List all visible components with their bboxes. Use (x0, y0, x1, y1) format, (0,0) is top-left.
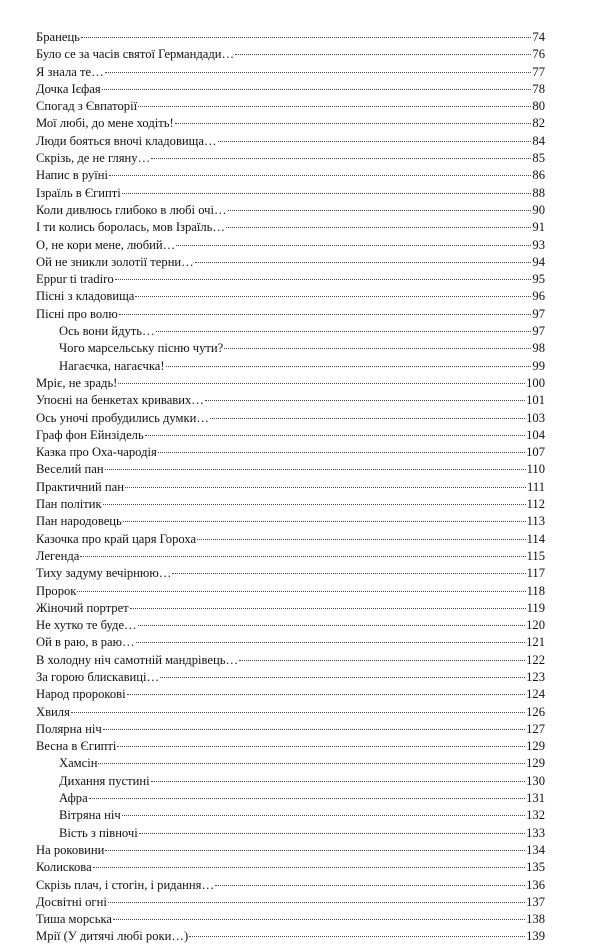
toc-subentry (36, 755, 545, 772)
toc-entry (36, 513, 545, 530)
toc-entry (36, 686, 545, 703)
dot-leader (215, 885, 525, 886)
dot-leader (89, 798, 525, 799)
toc-entry (36, 64, 545, 81)
toc-subentry (36, 807, 545, 824)
toc-entry-page-number: 74 (532, 30, 545, 44)
toc-entry-title: Ой не зникли золотії терни… (36, 254, 194, 269)
toc-entry-page-number: 86 (532, 168, 545, 183)
toc-entry-page-number: 80 (532, 99, 545, 114)
dot-leader (117, 746, 525, 747)
dot-leader (175, 123, 532, 124)
dot-leader (166, 366, 532, 367)
toc-entry (36, 461, 545, 478)
toc-entry-title: Напис в руїні (36, 168, 108, 183)
toc-entry-title: Хамсін (59, 756, 98, 771)
toc-entry-title: Полярна ніч (36, 721, 102, 736)
dot-leader (125, 487, 526, 488)
toc-entry-title: Я знала те… (36, 64, 104, 79)
toc-entry-title: Легенда (36, 548, 80, 563)
toc-entry (36, 617, 545, 634)
toc-entry-page-number: 123 (526, 669, 545, 684)
dot-leader (105, 850, 525, 851)
toc-entry-page-number: 88 (532, 185, 545, 200)
toc-entry-title: Eppur ti tradiro (36, 272, 114, 287)
toc-entry-page-number: 90 (532, 202, 545, 217)
toc-entry (36, 410, 545, 427)
toc-entry (36, 29, 545, 46)
toc-entry-page-number: 100 (526, 375, 545, 390)
toc-entry-title: Жіночий портрет (36, 600, 129, 615)
toc-entry-page-number: 84 (532, 133, 545, 148)
toc-entry-title: Ізраїль в Єгипті (36, 185, 121, 200)
toc-entry (36, 202, 545, 219)
toc-subentry (36, 790, 545, 807)
dot-leader (172, 573, 525, 574)
dot-leader (197, 539, 525, 540)
toc-entry-page-number: 137 (526, 894, 545, 909)
toc-subentry (36, 773, 545, 790)
toc-entry-page-number: 101 (526, 393, 545, 408)
toc-entry (36, 306, 545, 323)
toc-entry-title: Афра (59, 791, 88, 806)
toc-entry-page-number: 120 (526, 618, 545, 633)
toc-subentry (36, 340, 545, 357)
toc-entry (36, 46, 545, 63)
toc-entry (36, 375, 545, 392)
dot-leader (176, 245, 531, 246)
toc-entry-title: Пророк (36, 583, 77, 598)
dot-leader (151, 781, 526, 782)
toc-entry-title: Ой в раю, в раю… (36, 635, 135, 650)
toc-entry-page-number: 129 (526, 739, 545, 754)
toc-entry-page-number: 127 (526, 721, 545, 736)
toc-entry-title: В холодну ніч самотній мандрівець… (36, 652, 239, 667)
dot-leader (119, 314, 532, 315)
toc-entry-title: Пан народовець (36, 514, 122, 529)
toc-entry-page-number: 103 (526, 410, 545, 425)
toc-entry-page-number: 78 (532, 81, 545, 96)
toc-entry (36, 928, 545, 945)
dot-leader (135, 296, 531, 297)
dot-leader (145, 435, 525, 436)
dot-leader (77, 591, 525, 592)
toc-entry (36, 565, 545, 582)
dot-leader (115, 279, 532, 280)
toc-entry-page-number: 121 (526, 635, 545, 650)
toc-entry-page-number: 129 (526, 756, 545, 771)
toc-entry-page-number: 85 (532, 151, 545, 166)
toc-entry-page-number: 122 (526, 652, 545, 667)
dot-leader (195, 262, 532, 263)
dot-leader (93, 867, 525, 868)
toc-entry (36, 842, 545, 859)
toc-entry-title: О, не кори мене, любий… (36, 237, 176, 252)
toc-entry (36, 392, 545, 409)
dot-leader (158, 452, 525, 453)
toc-entry-title: Дочка Ієфая (36, 81, 101, 96)
toc-entry (36, 634, 545, 651)
toc-entry (36, 583, 545, 600)
toc-entry-title: Чого марсельську пісню чути? (59, 341, 224, 356)
toc-entry-title: Казка про Оха-чародія (36, 445, 157, 460)
toc-entry (36, 427, 545, 444)
toc-entry-page-number: 133 (526, 825, 545, 840)
toc-entry-title: Нагаєчка, нагаєчка! (59, 358, 165, 373)
dot-leader (235, 54, 531, 55)
dot-leader (228, 210, 532, 211)
toc-entry (36, 444, 545, 461)
toc-entry (36, 237, 545, 254)
toc-entry-page-number: 104 (526, 427, 545, 442)
toc-entry (36, 133, 545, 150)
toc-entry-page-number: 114 (526, 531, 545, 546)
toc-entry-title: Не хутко те буде… (36, 618, 137, 633)
toc-entry-page-number: 119 (526, 600, 545, 615)
toc-entry-title: Пісні про волю (36, 306, 118, 321)
toc-entry-title: Ось вони йдуть… (59, 324, 155, 339)
dot-leader (123, 521, 526, 522)
toc-entry-page-number: 112 (526, 497, 545, 512)
dot-leader (156, 331, 532, 332)
toc-entry-page-number: 117 (526, 566, 545, 581)
dot-leader (80, 556, 525, 557)
toc-entry-page-number: 98 (532, 341, 545, 356)
toc-entry-page-number: 96 (532, 289, 545, 304)
toc-entry-title: Вість з півночі (59, 825, 138, 840)
toc-entry (36, 721, 545, 738)
toc-entry (36, 548, 545, 565)
toc-entry-title: Спогад з Євпаторії (36, 99, 138, 114)
dot-leader (189, 936, 525, 937)
dot-leader (224, 348, 531, 349)
toc-entry (36, 479, 545, 496)
toc-entry-page-number: 82 (532, 116, 545, 131)
toc-entry (36, 859, 545, 876)
toc-entry (36, 288, 545, 305)
toc-entry-page-number: 134 (526, 842, 545, 857)
table-of-contents (36, 29, 545, 946)
dot-leader (136, 642, 525, 643)
dot-leader (205, 400, 525, 401)
toc-entry-title: Колискова (36, 860, 92, 875)
dot-leader (239, 660, 525, 661)
toc-entry-title: За горою блискавиці… (36, 669, 160, 684)
dot-leader (122, 193, 532, 194)
toc-entry-page-number: 110 (526, 462, 545, 477)
toc-entry-page-number: 99 (532, 358, 545, 373)
toc-entry-page-number: 130 (526, 773, 545, 788)
toc-entry (36, 600, 545, 617)
toc-entry (36, 531, 545, 548)
toc-entry-title: Хвиля (36, 704, 70, 719)
toc-entry-title: Упоєні на бенкетах кривавих… (36, 393, 204, 408)
toc-entry-title: Коли дивлюсь глибоко в любі очі… (36, 202, 227, 217)
toc-entry-page-number: 135 (526, 860, 545, 875)
toc-entry (36, 115, 545, 132)
toc-entry-page-number: 111 (527, 479, 545, 494)
dot-leader (160, 677, 525, 678)
toc-entry (36, 911, 545, 928)
toc-entry-page-number: 95 (532, 272, 545, 287)
toc-entry-title: Скрізь плач, і стогін, і ридання… (36, 877, 215, 892)
toc-entry-page-number: 131 (526, 791, 545, 806)
toc-entry (36, 150, 545, 167)
toc-entry-title: Весна в Єгипті (36, 739, 117, 754)
toc-entry-page-number: 97 (532, 324, 545, 339)
toc-entry-title: Скрізь, де не гляну… (36, 151, 151, 166)
toc-entry (36, 496, 545, 513)
toc-entry-page-number: 118 (526, 583, 545, 598)
dot-leader (130, 608, 526, 609)
toc-entry-title: Пан політик (36, 497, 102, 512)
dot-leader (108, 902, 525, 903)
dot-leader (138, 625, 525, 626)
dot-leader (81, 37, 531, 38)
dot-leader (122, 815, 525, 816)
toc-entry-title: І ти колись боролась, мов Ізраїль… (36, 220, 226, 235)
toc-entry-title: Люди бояться вночі кладовища… (36, 133, 217, 148)
toc-entry-page-number: 126 (526, 704, 545, 719)
toc-entry-page-number: 138 (526, 912, 545, 927)
toc-entry-page-number: 139 (526, 929, 545, 944)
toc-entry (36, 652, 545, 669)
toc-entry-title: Тиша морська (36, 912, 112, 927)
toc-entry (36, 894, 545, 911)
toc-entry-page-number: 136 (526, 877, 545, 892)
toc-entry-title: Досвітні огні (36, 894, 107, 909)
toc-entry-page-number: 107 (526, 445, 545, 460)
dot-leader (151, 158, 531, 159)
toc-entry (36, 167, 545, 184)
toc-entry (36, 738, 545, 755)
toc-entry-title: Веселий пан (36, 462, 104, 477)
dot-leader (71, 712, 525, 713)
toc-entry-title: Казочка про край царя Гороха (36, 531, 197, 546)
toc-entry-title: Граф фон Ейнзідель (36, 427, 144, 442)
dot-leader (127, 694, 525, 695)
toc-entry-page-number: 132 (526, 808, 545, 823)
toc-entry (36, 704, 545, 721)
toc-entry-title: На роковини (36, 842, 105, 857)
toc-entry-page-number: 97 (532, 306, 545, 321)
toc-entry-page-number: 91 (532, 220, 545, 235)
toc-entry-title: Було се за часів святої Германдади… (36, 47, 235, 62)
toc-entry-page-number: 124 (526, 687, 545, 702)
toc-entry (36, 98, 545, 115)
toc-subentry (36, 323, 545, 340)
toc-subentry (36, 825, 545, 842)
toc-entry (36, 254, 545, 271)
toc-entry-title: Мрії (У дитячі любі роки…) (36, 929, 189, 944)
toc-entry-page-number: 93 (532, 237, 545, 252)
dot-leader (226, 227, 531, 228)
dot-leader (103, 729, 525, 730)
toc-entry-title: Народ пророкові (36, 687, 126, 702)
toc-entry-title: Тиху задуму вечірнюю… (36, 566, 172, 581)
dot-leader (109, 175, 531, 176)
toc-entry-title: Вітряна ніч (59, 808, 121, 823)
dot-leader (102, 89, 532, 90)
toc-entry-page-number: 76 (532, 47, 545, 62)
toc-entry-page-number: 113 (526, 514, 545, 529)
toc-entry-title: Бранець (36, 30, 80, 44)
toc-entry (36, 219, 545, 236)
toc-entry-title: Мріє, не зрадь! (36, 375, 118, 390)
toc-entry (36, 185, 545, 202)
dot-leader (118, 383, 525, 384)
toc-entry-title: Пісні з кладовища (36, 289, 135, 304)
dot-leader (218, 141, 532, 142)
toc-entry-title: Ось уночі пробудились думки… (36, 410, 209, 425)
toc-entry-title: Дихання пустині (59, 773, 150, 788)
dot-leader (138, 106, 531, 107)
toc-entry-page-number: 115 (526, 548, 545, 563)
toc-entry (36, 669, 545, 686)
dot-leader (103, 504, 526, 505)
toc-entry (36, 877, 545, 894)
dot-leader (210, 418, 525, 419)
toc-entry-title: Мої любі, до мене ходіть! (36, 116, 174, 131)
toc-entry-title: Практичний пан (36, 479, 124, 494)
dot-leader (139, 833, 525, 834)
dot-leader (105, 72, 532, 73)
toc-entry (36, 81, 545, 98)
toc-entry (36, 271, 545, 288)
toc-entry-page-number: 94 (532, 254, 545, 269)
toc-subentry (36, 358, 545, 375)
dot-leader (113, 919, 525, 920)
dot-leader (98, 763, 525, 764)
dot-leader (105, 469, 526, 470)
toc-entry-page-number: 77 (532, 64, 545, 79)
